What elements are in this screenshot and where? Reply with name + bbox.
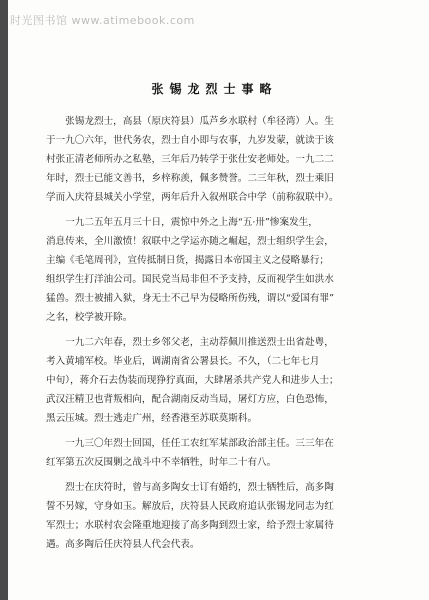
text-line: 消息传来，全川激愤！叙联中之学运亦随之崛起，烈士组织学生会， [46, 236, 334, 247]
paragraph [46, 333, 398, 428]
text-line: 主编《毛笔周刊》，宣传抵制日货，揭露日本帝国主义之侵略暴行； [46, 255, 330, 266]
text-line: 黑云压城。烈士逃走广州，经香港至苏联莫斯科。 [46, 413, 258, 424]
text-line: 一九二六年春，烈士乡邻父老，主动荐佩川推送烈士出省赴粤， [46, 337, 334, 348]
text-line: 于一九〇六年，世代务农，烈士自小即与农事，九岁发蒙，就读于该 [46, 135, 334, 146]
paragraph [46, 213, 398, 327]
document-title: 张锡龙烈士事略 [151, 82, 278, 96]
text-line: 武汉汪精卫也背叛相向，配合湖南反动当局，屠灯方应，白色恐怖， [46, 394, 334, 405]
paragraph [46, 112, 398, 207]
text-line: 一九二五年五月三十日，震惊中外之上海“五·卅”惨案发生， [46, 217, 318, 228]
text-line: 烈士在庆符时，曾与高多陶女士订有婚约，烈士牺牲后，高多陶 [46, 482, 334, 493]
text-line: 组织学生打洋油公司。国民党当局非但不予支持，反而视学生如洪水 [46, 274, 334, 285]
text-line: 一九三〇年烈士回国，任任工农红军某部政治部主任。三三年在 [46, 438, 334, 449]
text-line: 猛兽。烈士被捕入狱，身无士不己早为侵略所伤残，谓以“爱国有罪” [46, 293, 335, 304]
watermark: 时光图书馆 www.atimebook.com [10, 14, 195, 27]
text-line: 中旬），蒋介石去伪装而现狰狞真面，大肆屠杀共产党人和进步人士； [46, 375, 339, 386]
text-line: 誓不另嫁，守身如玉。解放后，庆符县人民政府追认张锡龙同志为红 [46, 501, 334, 512]
text-line: 之名，校学被开除。 [46, 312, 133, 323]
paragraph [46, 478, 398, 554]
text-line: 遇。高多陶后任庆符县人代会代表。 [46, 539, 200, 550]
paragraph [46, 434, 398, 472]
text-line: 村张正清老师所办之私塾，三年后乃转学于张仕安老师处。一九二二 [46, 154, 334, 165]
text-line: 学而入庆符县城关小学堂，两年后升入叙州联合中学（前称叙联中）。 [46, 192, 339, 203]
text-line: 年时，烈士已能文善书，乡梓称羡，佩多赞誉。二三年秋，烈士乘旧 [46, 173, 334, 184]
text-line: 军烈士；水联村农会隆重地迎接了高多陶到烈士家，给予烈士家属待 [46, 520, 334, 531]
text-line: 考入黄埔军校。毕业后，调湖南省公署县长。不久，（二七年七月 [46, 356, 320, 367]
document-body [46, 112, 398, 554]
text-line: 张锡龙烈士，高县（原庆符县）瓜芦乡水联村（牟径湾）人。生 [46, 116, 334, 127]
text-line: 红军第五次反围剿之战斗中不幸牺牲，时年二十有八。 [46, 457, 277, 468]
